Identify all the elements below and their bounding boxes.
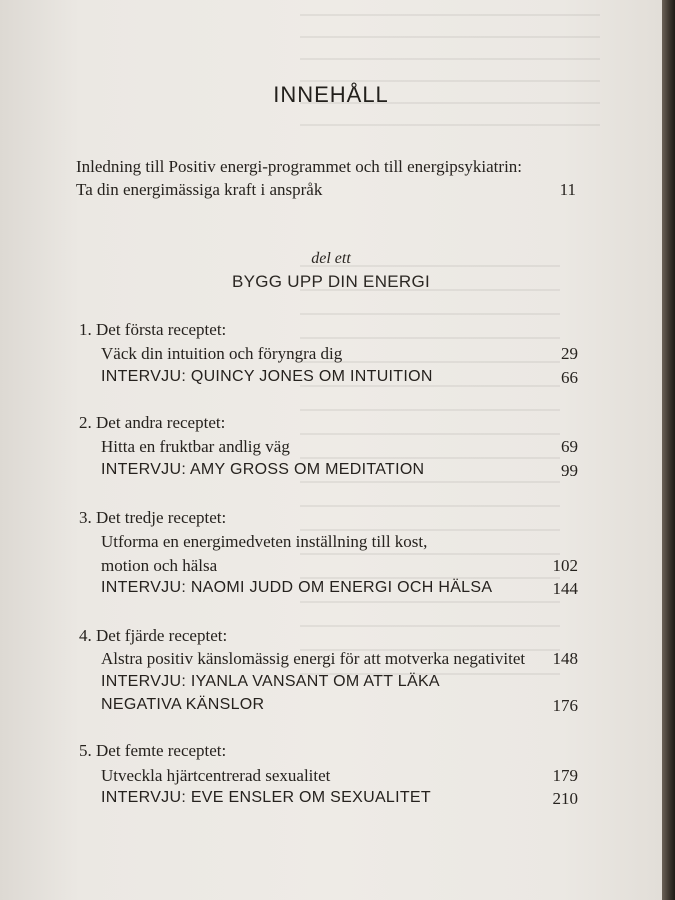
toc-page-number: 69: [561, 437, 578, 456]
part-label: del ett: [311, 250, 351, 267]
toc-page-number: 176: [552, 696, 578, 715]
toc-entry: Utforma en energimedveten inställning till kost,: [101, 532, 428, 551]
toc-entry: Alstra positiv känslomässig energi för att motverka negativitet: [101, 649, 526, 668]
toc-page-number: 99: [561, 461, 578, 480]
book-edge: [662, 0, 675, 900]
toc-page-number: 210: [552, 789, 578, 808]
toc-entry: motion och hälsa: [101, 556, 218, 575]
toc-entry: Väck din intuition och föryngra dig: [101, 344, 343, 363]
chapter-heading: 1. Det första receptet:: [79, 320, 227, 339]
intro-line-2: Ta din energimässiga kraft i anspråk: [76, 180, 323, 199]
chapter-heading: 3. Det tredje receptet:: [79, 508, 227, 527]
toc-page-number: 66: [561, 368, 578, 387]
chapter-heading: 2. Det andra receptet:: [79, 413, 226, 432]
show-through-block: [300, 14, 600, 144]
toc-entry: Utveckla hjärtcentrerad sexualitet: [101, 766, 331, 785]
toc-page-number: 144: [552, 579, 578, 598]
toc-entry-interview: INTERVJU: IYANLA VANSANT OM ATT LÄKA: [101, 673, 440, 690]
intro-line-1: Inledning till Positiv energi-programmet och till energipsykiatrin:: [76, 157, 523, 176]
page-title: INNEHÅLL: [273, 82, 389, 107]
toc-entry-interview: INTERVJU: EVE ENSLER OM SEXUALITET: [101, 789, 431, 806]
toc-page-number: 102: [552, 556, 578, 575]
toc-entry-interview: INTERVJU: AMY GROSS OM MEDITATION: [101, 461, 425, 478]
toc-page-number: 179: [552, 766, 578, 785]
intro-page-number: 11: [559, 180, 576, 199]
toc-page-number: 29: [561, 344, 578, 363]
chapter-heading: 4. Det fjärde receptet:: [79, 626, 228, 645]
toc-page-number: 148: [552, 649, 578, 668]
toc-entry-interview: INTERVJU: NAOMI JUDD OM ENERGI OCH HÄLSA: [101, 579, 493, 596]
toc-entry-interview: INTERVJU: QUINCY JONES OM INTUITION: [101, 368, 433, 385]
part-title: BYGG UPP DIN ENERGI: [231, 272, 431, 291]
chapter-heading: 5. Det femte receptet:: [79, 741, 227, 760]
toc-entry-interview: NEGATIVA KÄNSLOR: [101, 696, 265, 713]
toc-entry: Hitta en fruktbar andlig väg: [101, 437, 290, 456]
